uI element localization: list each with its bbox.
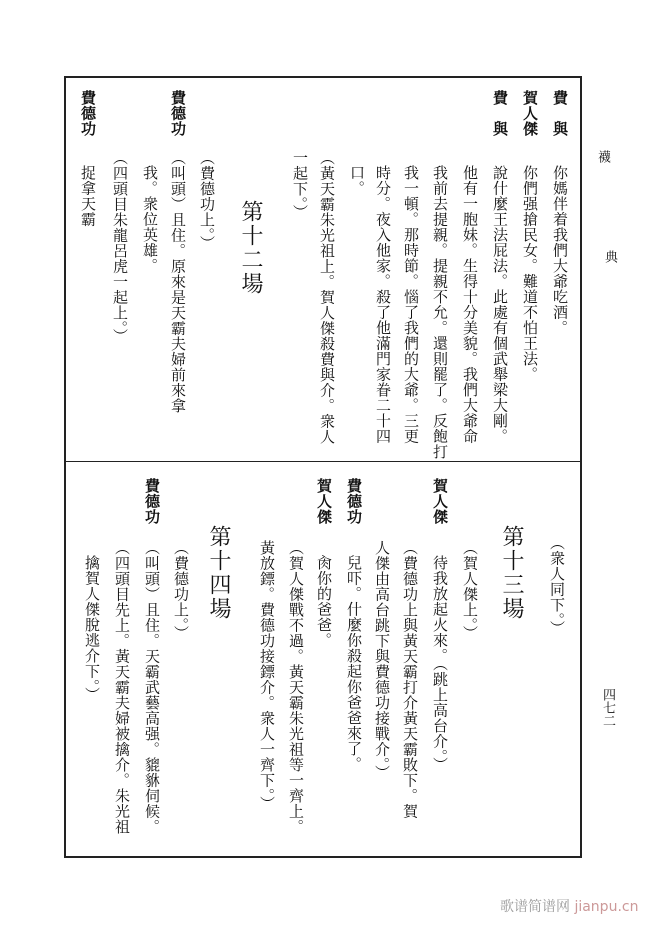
stage-direction: 擒賀人傑脫逃介下。） — [83, 555, 101, 703]
stage-direction: 一起下。） — [291, 150, 309, 220]
speaker: 費與 — [551, 90, 569, 136]
stage-direction: （四頭目朱龍呂虎一起上。） — [111, 150, 129, 344]
dialogue-line: 他有一胞妹。生得十分美貌。我們大爺命 — [461, 165, 479, 444]
running-title-2: 典 — [602, 250, 617, 263]
scene-title: 第十二場 — [238, 200, 263, 296]
dialogue-line: （叫頭）且住。原來是天霸夫婦前來拿 — [169, 150, 187, 414]
dialogue-line: 肏你的爸爸。 — [315, 555, 333, 648]
dialogue-line: 說什麼王法屁法。此處有個武舉梁大剛。 — [491, 165, 509, 444]
stage-direction: （費德功上與黃天霸打介黃天霸敗下。賀 — [401, 540, 419, 819]
stage-direction: （黃天霸朱光祖上。賀人傑殺費與介。衆人 — [318, 150, 336, 445]
scene-title: 第十三場 — [499, 525, 524, 621]
stage-direction: （四頭目先上。黃天霸夫婦被擒介。朱光祖 — [113, 540, 131, 835]
speaker: 賀人傑 — [431, 478, 449, 524]
stage-direction: （費德功上。） — [198, 150, 216, 251]
speaker: 費德功 — [345, 478, 363, 524]
dialogue-line: 我。衆位英雄。 — [141, 165, 159, 274]
stage-direction: （賀人傑戰不過。黃天霸朱光祖等一齊上。 — [287, 540, 305, 835]
stage-direction: （衆人同下。） — [548, 535, 566, 636]
stage-direction: （費德功上。） — [172, 540, 190, 641]
speaker: 賀人傑 — [315, 478, 333, 524]
scene-title: 第十四場 — [206, 525, 231, 621]
watermark-cn: 歌谱简谱网 — [500, 899, 570, 915]
dialogue-line: 時分。夜入他家。殺了他滿門家眷二十四 — [374, 165, 392, 444]
running-title-1: 襪 — [595, 150, 610, 163]
watermark — [500, 896, 638, 916]
page-number: 四七二 — [600, 688, 615, 727]
speaker: 費德功 — [169, 90, 187, 136]
speaker: 賀人傑 — [521, 90, 539, 136]
dialogue-line: 你媽伴着我們大爺吃酒。 — [551, 165, 569, 336]
stage-direction: 人傑由高台跳下與費德功接戰介。） — [373, 540, 391, 781]
speaker: 費德功 — [143, 478, 161, 524]
section-divider — [64, 461, 582, 462]
dialogue-line: 我前去提親。提親不允。還則罷了。反飽打 — [431, 165, 449, 460]
stage-direction: 黃放鏢。費德功接鏢介。衆人一齊下。） — [258, 540, 276, 812]
speaker: 費德功 — [79, 90, 97, 136]
dialogue-line: 待我放起火來。（跳上高台介。） — [431, 555, 449, 773]
dialogue-line: 我一頓。那時節。惱了我們的大爺。三更 — [402, 165, 420, 444]
watermark-en: jianpu.cn — [574, 899, 639, 915]
dialogue-line: 你們强搶民女。難道不怕王法。 — [521, 165, 539, 382]
dialogue-line: （叫頭）且住。天霸武藝高强。貔貅伺候。 — [143, 540, 161, 835]
speaker: 費與 — [491, 90, 509, 136]
stage-direction: （賀人傑上。） — [461, 540, 479, 641]
dialogue-line: 捉拿天霸 — [79, 165, 97, 227]
dialogue-line: 兒吓。什麼你殺起你爸爸來了。 — [345, 555, 363, 772]
dialogue-line: 口。 — [348, 165, 366, 196]
